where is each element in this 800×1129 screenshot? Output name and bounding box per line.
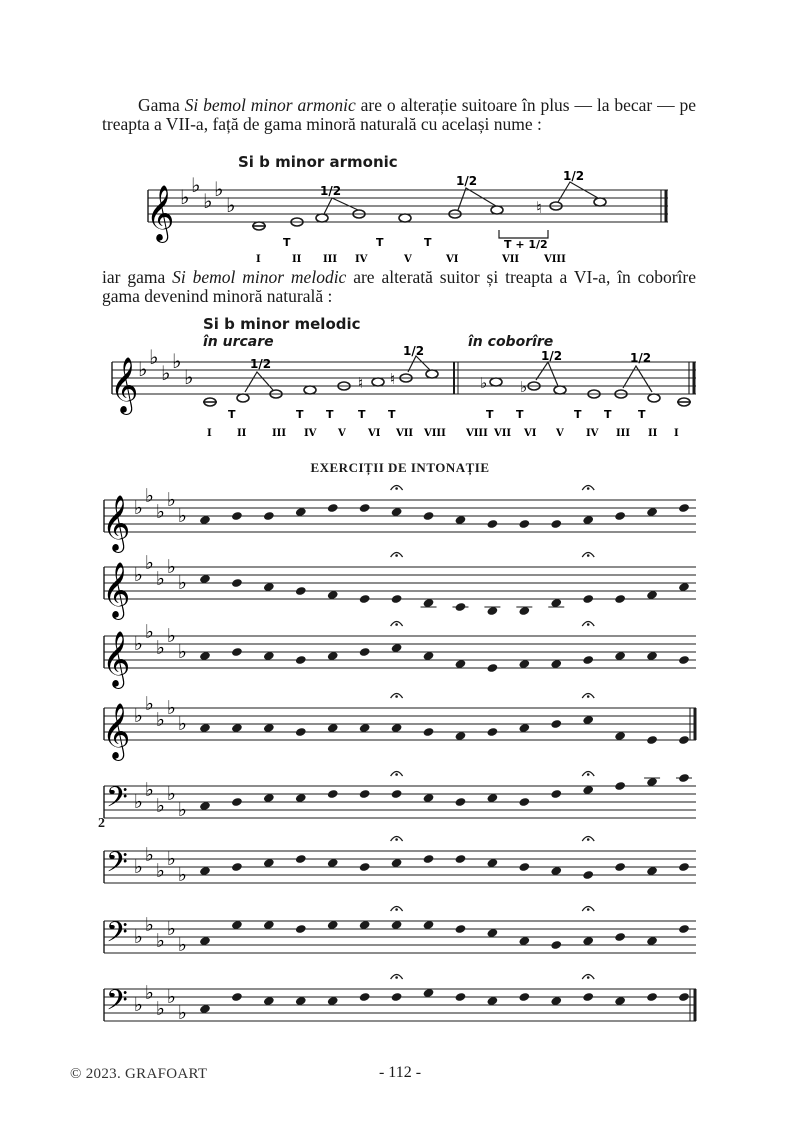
bass-clef-icon: 𝄢 — [106, 916, 128, 956]
degree-label: VI — [446, 254, 459, 265]
note-head — [614, 862, 626, 872]
note-head — [518, 862, 530, 872]
note-head — [550, 940, 562, 950]
flat-sign-icon: ♭ — [134, 705, 143, 727]
flat-sign-icon: ♭ — [134, 564, 143, 586]
flat-sign-icon: ♭ — [178, 572, 187, 594]
note-head — [295, 727, 307, 737]
para1-scale-name: Si bemol minor armonic — [184, 95, 356, 115]
flat-sign-icon: ♭ — [178, 799, 187, 821]
note-head — [550, 519, 562, 529]
half-step-label: 1/2 — [456, 174, 478, 188]
note-head — [231, 647, 243, 657]
degree-label: II — [237, 428, 247, 439]
svg-text:♭: ♭ — [226, 193, 236, 217]
note-head — [486, 727, 498, 737]
degree-label: V — [404, 254, 412, 265]
degree-label: VIII — [544, 254, 566, 265]
fermata-dot — [395, 838, 398, 841]
note-head — [327, 503, 339, 513]
flat-sign-icon: ♭ — [167, 986, 176, 1008]
bass-clef-icon: 𝄢 — [106, 846, 128, 886]
degree-label: IV — [355, 254, 368, 265]
para1-rest: are o alterație suitoare în plus — la becar — pe treapta a VII-a, față de gama minoră naturală cu același nume : — [102, 95, 696, 134]
tone-label: T — [424, 236, 432, 249]
tone-label: T — [574, 408, 582, 421]
degree-label: V — [556, 428, 564, 439]
note-head — [614, 594, 626, 604]
degree-label: III — [323, 254, 338, 265]
degree-label: II — [648, 428, 658, 439]
degree-label: III — [272, 428, 287, 439]
note-head — [582, 992, 594, 1002]
note-head — [678, 862, 690, 872]
tone-label: T — [228, 408, 236, 421]
degree-label: I — [256, 254, 261, 265]
line-number: 2 — [98, 816, 105, 831]
flat-sign-icon: ♭ — [178, 505, 187, 527]
half-step-label: 1/2 — [563, 169, 585, 183]
page-number: - 112 - — [378, 1064, 422, 1081]
fermata-dot — [587, 623, 590, 626]
bass-clef-icon: 𝄢 — [106, 781, 128, 821]
note-head — [423, 511, 435, 521]
note-head — [614, 781, 626, 791]
flat-sign-icon: ♭ — [167, 625, 176, 647]
exercise-staff — [102, 485, 696, 553]
flat-sign-icon: ♭ — [520, 378, 528, 396]
note-head — [486, 519, 498, 529]
flat-sign-icon: ♭ — [145, 552, 154, 574]
flat-sign-icon: ♭ — [178, 713, 187, 735]
flat-sign-icon: ♭ — [145, 485, 154, 507]
svg-text:♭: ♭ — [161, 361, 171, 385]
flat-sign-icon: ♭ — [167, 697, 176, 719]
note-head — [391, 992, 403, 1002]
degree-label: III — [616, 428, 631, 439]
flat-sign-icon: ♭ — [156, 998, 165, 1020]
degree-label: VI — [524, 428, 537, 439]
fermata-dot — [395, 773, 398, 776]
bass-clef-icon: 𝄢 — [106, 984, 128, 1024]
tone-label: T — [486, 408, 494, 421]
para2-scale-name: Si bemol minor melodic — [172, 267, 347, 287]
note-head — [550, 719, 562, 729]
flat-sign-icon: ♭ — [167, 848, 176, 870]
note-head — [391, 594, 403, 604]
svg-text:♭: ♭ — [138, 357, 148, 381]
degree-label: IV — [586, 428, 599, 439]
half-step-label: 1/2 — [250, 357, 272, 371]
svg-text:♭: ♭ — [149, 345, 159, 369]
flat-sign-icon: ♭ — [156, 709, 165, 731]
treble-clef-icon: 𝄞 — [110, 357, 139, 413]
exercise-staff — [104, 837, 696, 887]
degree-label: VIII — [424, 428, 446, 439]
degree-label: VII — [502, 254, 520, 265]
degree-label: VIII — [466, 428, 488, 439]
flat-sign-icon: ♭ — [145, 621, 154, 643]
flat-sign-icon: ♭ — [178, 864, 187, 886]
flat-sign-icon: ♭ — [145, 844, 154, 866]
fermata-dot — [587, 487, 590, 490]
note-head — [518, 797, 530, 807]
half-step-label: 1/2 — [630, 351, 652, 365]
fermata-dot — [395, 695, 398, 698]
degree-label: VII — [396, 428, 414, 439]
treble-clef-icon: 𝄞 — [146, 185, 175, 241]
flat-sign-icon: ♭ — [178, 934, 187, 956]
note-head — [518, 519, 530, 529]
note-head — [678, 735, 690, 745]
note-head — [231, 578, 243, 588]
flat-sign-icon: ♭ — [156, 501, 165, 523]
degree-label: IV — [304, 428, 317, 439]
flat-sign-icon: ♭ — [156, 860, 165, 882]
tone-label: T — [638, 408, 646, 421]
treble-clef-icon: 𝄞 — [102, 631, 131, 687]
note-head — [391, 789, 403, 799]
note-head — [614, 932, 626, 942]
note-head — [359, 862, 371, 872]
flat-sign-icon: ♭ — [156, 568, 165, 590]
fermata-dot — [395, 976, 398, 979]
degree-label: V — [338, 428, 346, 439]
svg-text:♭: ♭ — [191, 173, 201, 197]
tone-label: T + 1/2 — [504, 238, 548, 251]
flat-sign-icon: ♭ — [178, 641, 187, 663]
fermata-dot — [587, 554, 590, 557]
tone-label: T — [388, 408, 396, 421]
note-head — [231, 511, 243, 521]
flat-sign-icon: ♭ — [134, 994, 143, 1016]
exercise-staff — [104, 975, 696, 1025]
fermata-dot — [395, 554, 398, 557]
treble-clef-icon: 𝄞 — [102, 562, 131, 618]
half-step-label: 1/2 — [541, 349, 563, 363]
degree-label: II — [292, 254, 302, 265]
note-head — [295, 854, 307, 864]
note-head — [486, 663, 498, 673]
example1-title: Si b minor armonic — [238, 153, 398, 171]
flat-sign-icon: ♭ — [134, 926, 143, 948]
degree-label: VII — [494, 428, 512, 439]
degree-label: I — [674, 428, 679, 439]
svg-text:♭: ♭ — [214, 177, 224, 201]
note-head — [295, 924, 307, 934]
flat-sign-icon: ♭ — [134, 633, 143, 655]
note-head — [295, 586, 307, 596]
tone-label: T — [358, 408, 366, 421]
note-head — [423, 854, 435, 864]
tone-label: T — [604, 408, 612, 421]
note-head — [263, 511, 275, 521]
para1-intro: Gama — [138, 95, 185, 115]
note-head — [359, 647, 371, 657]
fermata-dot — [395, 623, 398, 626]
tone-label: T — [376, 236, 384, 249]
flat-sign-icon: ♭ — [145, 693, 154, 715]
flat-sign-icon: ♭ — [134, 856, 143, 878]
note-head — [423, 727, 435, 737]
note-head — [231, 992, 243, 1002]
tone-label: T — [283, 236, 291, 249]
flat-sign-icon: ♭ — [178, 1002, 187, 1024]
note-head — [582, 594, 594, 604]
fermata-dot — [395, 487, 398, 490]
exercise-staff — [102, 552, 696, 620]
flat-sign-icon: ♭ — [167, 489, 176, 511]
flat-sign-icon: ♭ — [145, 914, 154, 936]
note-head — [678, 992, 690, 1002]
flat-sign-icon: ♭ — [167, 556, 176, 578]
descending-label: în coborîre — [468, 334, 554, 350]
svg-text:♭: ♭ — [180, 185, 190, 209]
tone-label: T — [296, 408, 304, 421]
exercise-staff — [104, 772, 696, 822]
fermata-dot — [587, 976, 590, 979]
treble-clef-icon: 𝄞 — [102, 495, 131, 551]
tone-label: T — [326, 408, 334, 421]
note-head — [327, 789, 339, 799]
note-head — [359, 503, 371, 513]
note-head — [678, 503, 690, 513]
tone-label: T — [516, 408, 524, 421]
flat-sign-icon: ♭ — [145, 779, 154, 801]
fermata-dot — [587, 695, 590, 698]
flat-sign-icon: ♭ — [134, 791, 143, 813]
exercise-staff — [102, 693, 696, 761]
note-head — [646, 992, 658, 1002]
svg-text:♭: ♭ — [172, 349, 182, 373]
note-head — [455, 854, 467, 864]
flat-sign-icon: ♭ — [134, 497, 143, 519]
natural-sign-icon: ♮ — [390, 370, 396, 388]
natural-sign-icon: ♮ — [536, 198, 542, 217]
fermata-dot — [395, 908, 398, 911]
note-head — [646, 735, 658, 745]
note-head — [231, 862, 243, 872]
note-head — [231, 797, 243, 807]
note-head — [678, 655, 690, 665]
degree-label: I — [207, 428, 212, 439]
note-head — [455, 797, 467, 807]
note-head — [582, 655, 594, 665]
note-head — [359, 789, 371, 799]
flat-sign-icon: ♭ — [156, 795, 165, 817]
svg-text:♭: ♭ — [184, 365, 194, 389]
note-head — [582, 870, 594, 880]
section-title: EXERCIȚII DE INTONAȚIE — [310, 460, 490, 475]
treble-clef-icon: 𝄞 — [102, 703, 131, 759]
exercise-staff — [102, 621, 696, 689]
flat-sign-icon: ♭ — [145, 982, 154, 1004]
note-head — [295, 655, 307, 665]
flat-sign-icon: ♭ — [156, 637, 165, 659]
fermata-dot — [587, 773, 590, 776]
example2-title: Si b minor melodic — [203, 315, 361, 333]
natural-sign-icon: ♮ — [358, 374, 364, 392]
flat-sign-icon: ♭ — [480, 374, 488, 392]
half-step-label: 1/2 — [403, 344, 425, 358]
copyright: © 2023. GRAFOART — [70, 1066, 208, 1082]
fermata-dot — [587, 838, 590, 841]
note-head — [518, 992, 530, 1002]
svg-text:♭: ♭ — [203, 189, 213, 213]
note-head — [678, 924, 690, 934]
note-head — [359, 992, 371, 1002]
note-head — [455, 992, 467, 1002]
para2-intro: iar gama — [102, 267, 173, 287]
half-step-label: 1/2 — [320, 184, 342, 198]
fermata-dot — [587, 908, 590, 911]
note-head — [550, 789, 562, 799]
note-head — [614, 511, 626, 521]
flat-sign-icon: ♭ — [167, 783, 176, 805]
flat-sign-icon: ♭ — [156, 930, 165, 952]
exercise-staff — [104, 907, 696, 957]
ascending-label: în urcare — [203, 334, 274, 350]
degree-label: VI — [368, 428, 381, 439]
note-head — [455, 924, 467, 934]
flat-sign-icon: ♭ — [167, 918, 176, 940]
para2-rest: are alterată suitor și treapta a VI-a, în coborîre gama devenind minoră naturală : — [102, 267, 696, 306]
note-head — [359, 594, 371, 604]
